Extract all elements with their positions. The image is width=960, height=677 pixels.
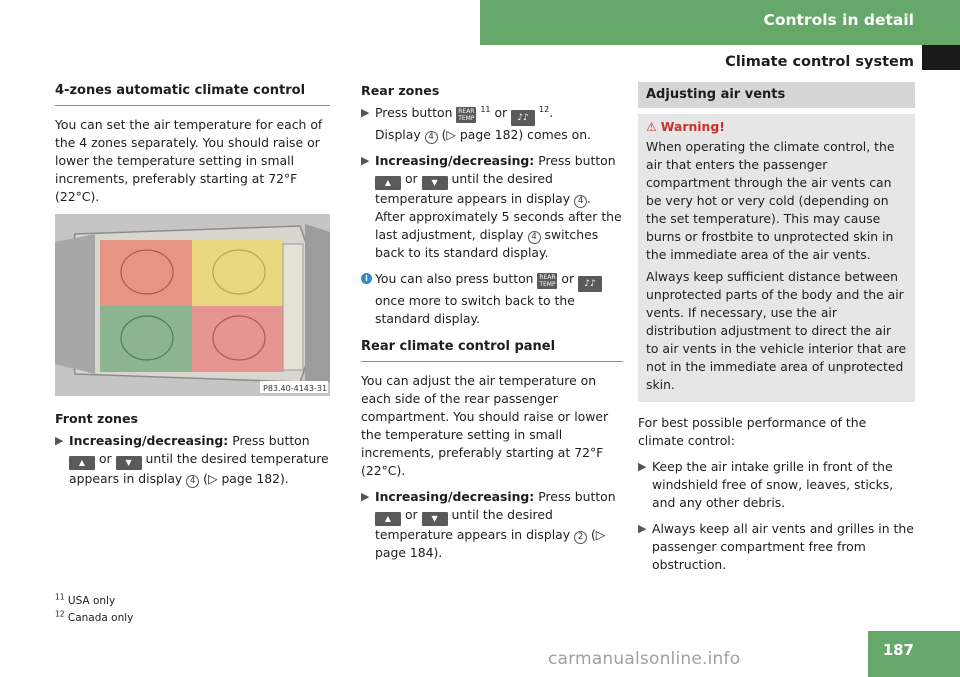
temp-down-button-icon: ▼ <box>116 456 142 470</box>
temp-up-button-icon: ▲ <box>69 456 95 470</box>
watermark: carmanualsonline.info <box>548 649 741 669</box>
air-vents-heading: Adjusting air vents <box>638 82 915 108</box>
column-left <box>55 82 330 496</box>
column-middle <box>361 82 623 570</box>
rear-panel-intro: You can adjust the air temperature on each side of the rear passenger compartment. You should raise or lower the temperature setting in small increments, preferably starting at 72°F (22°C). <box>361 373 609 478</box>
display-number-icon: 4 <box>574 195 587 208</box>
rear-fan-button-icon: ♪♪ <box>511 110 535 126</box>
page-number: 187 <box>882 641 914 659</box>
rear-panel-heading: Rear climate control panel <box>361 338 623 362</box>
step-arrow-icon: ▶ <box>638 460 647 473</box>
front-zones-heading: Front zones <box>55 411 139 426</box>
rear-step-3: ▶ Increasing/decreasing: Press button ▲ or ▼ until the desired temperature appears in display 2 (▷ page 184). <box>361 489 616 560</box>
image-code: P83.40-4143-31 <box>263 384 328 393</box>
section-heading: 4-zones automatic climate control <box>55 82 330 106</box>
rear-step-2: ▶ Increasing/decreasing: Press button ▲ or ▼ until the desired temperature appears in display 4 . After approximately 5 seconds after the last adjustment, display 4 switches back to its standard display. <box>361 153 622 260</box>
warning-icon: ⚠ <box>646 120 657 134</box>
temp-up-button-icon: ▲ <box>375 512 401 526</box>
info-icon: i <box>361 273 372 284</box>
temp-up-button-icon: ▲ <box>375 176 401 190</box>
warning-box <box>638 114 915 402</box>
step-arrow-icon: ▶ <box>55 434 64 447</box>
display-number-icon: 2 <box>574 531 587 544</box>
header-tab-marker <box>922 45 960 70</box>
footnote-11: $^{11}$ USA only <box>55 592 116 607</box>
rear-step-1: ▶ Press button REAR TEMP $^{11}$ or ♪♪ $^{12}$. Display 4 (▷ page 182) comes on. <box>361 104 592 142</box>
info-note: i You can also press button REAR TEMP or ♪♪ once more to switch back to the standard display. <box>361 270 623 328</box>
vents-step-1: ▶ Keep the air intake grille in front of the windshield free of snow, leaves, sticks, and any other debris. <box>638 459 894 510</box>
footnote-12: $^{12}$ Canada only <box>55 609 134 624</box>
display-number-icon: 4 <box>186 475 199 488</box>
display-number-icon: 4 <box>425 131 438 144</box>
front-step: ▶ Increasing/decreasing: Press button ▲ or ▼ until the desired temperature appears in display 4 (▷ page 182). <box>55 433 329 486</box>
step-arrow-icon: ▶ <box>361 106 370 119</box>
intro-text: You can set the air temperature for each of the 4 zones separately. You should raise or lower the temperature setting in small increments, preferably starting at 72°F (22°C). <box>55 117 323 204</box>
step-arrow-icon: ▶ <box>361 490 370 503</box>
vents-intro: For best possible performance of the climate control: <box>638 415 867 448</box>
rear-temp-button-icon: REAR TEMP <box>539 274 556 288</box>
temp-down-button-icon: ▼ <box>422 176 448 190</box>
vents-step-2: ▶ Always keep all air vents and grilles in the passenger compartment free from obstruction. <box>638 521 914 572</box>
vehicle-zones-image <box>55 214 330 396</box>
rear-zones-heading: Rear zones <box>361 83 440 98</box>
section-title: Controls in detail <box>763 11 914 29</box>
warning-text-1: When operating the climate control, the air that enters the passenger compartment through the air vents can be very hot or very cold (depending on the set temperature). This may cause burns or frostbite to unprotected skin in the immediate area of the air vents. <box>646 139 895 262</box>
column-right <box>638 82 915 582</box>
step-arrow-icon: ▶ <box>638 522 647 535</box>
rear-temp-button-icon: REAR TEMP <box>458 108 475 122</box>
temp-down-button-icon: ▼ <box>422 512 448 526</box>
step-arrow-icon: ▶ <box>361 154 370 167</box>
rear-fan-button-icon: ♪♪ <box>578 276 602 292</box>
warning-title: ⚠ Warning! <box>646 119 725 134</box>
subsection-title: Climate control system <box>725 54 914 70</box>
display-number-icon: 4 <box>528 231 541 244</box>
warning-text-2: Always keep sufficient distance between unprotected parts of the body and the air vents. If necessary, use the air distribution adjustment to direct the air to air vents in the vehicle interior that are not in the immediate area of unprotected skin. <box>646 269 907 392</box>
